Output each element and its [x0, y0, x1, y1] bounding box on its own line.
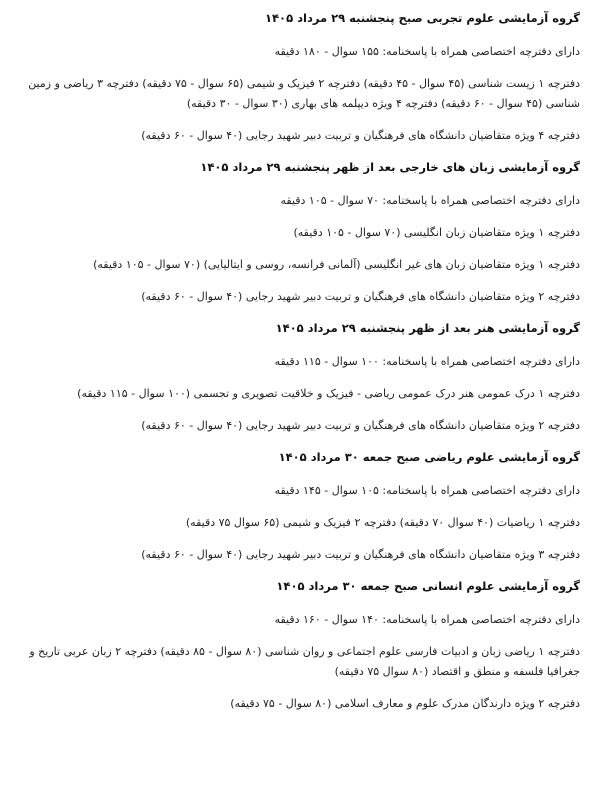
- booklet-summary: دارای دفترچه اختصاصی همراه با پاسخنامه: ۱۴۰ سوال - ۱۶۰ دقیقه: [274, 613, 580, 626]
- booklet-summary: دارای دفترچه اختصاصی همراه با پاسخنامه: ۱۰۰ سوال - ۱۱۵ دقیقه: [274, 355, 580, 368]
- section-humanities: [14, 577, 580, 714]
- booklet-details: دفترچه ۱ زیست شناسی (۴۵ سوال - ۴۵ دقیقه) دفترچه ۲ فیزیک و شیمی (۶۵ سوال - ۷۵ دقیقه) دفترچه ۳ ریاضی و زمین شناسی (۴۵ سوال - ۶۰ دقیقه) دفترچه ۴ ویژه دیپلمه های بهاری (۳۰ سوال - ۳۰ دقیقه): [28, 77, 580, 110]
- section-title: گروه آزمایشی زبان های خارجی بعد از ظهر پنجشنبه ۲۹ مرداد ۱۴۰۵: [200, 160, 580, 174]
- booklet-teacher-training: دفترچه ۲ ویژه متقاضیان دانشگاه های فرهنگیان و تربیت دبیر شهید رجایی (۴۰ سوال - ۶۰ دقیقه): [141, 419, 580, 432]
- booklet-teacher-training: دفترچه ۲ ویژه متقاضیان دانشگاه های فرهنگیان و تربیت دبیر شهید رجایی (۴۰ سوال - ۶۰ دقیقه): [141, 290, 580, 303]
- section-foreign-languages: [14, 158, 580, 307]
- booklet-teacher-training: دفترچه ۳ ویژه متقاضیان دانشگاه های فرهنگیان و تربیت دبیر شهید رجایی (۴۰ سوال - ۶۰ دقیقه): [141, 548, 580, 561]
- booklet-islamic-studies: دفترچه ۲ ویژه دارندگان مدرک علوم و معارف اسلامی (۸۰ سوال - ۷۵ دقیقه): [230, 697, 580, 710]
- section-title: گروه آزمایشی هنر بعد از ظهر پنجشنبه ۲۹ مرداد ۱۴۰۵: [275, 321, 580, 335]
- section-mathematics: [14, 448, 580, 565]
- section-art: [14, 319, 580, 436]
- section-experimental-sciences: [14, 9, 580, 146]
- booklet-summary: دارای دفترچه اختصاصی همراه با پاسخنامه: ۷۰ سوال - ۱۰۵ دقیقه: [280, 194, 580, 207]
- booklet-details: دفترچه ۱ ریاضیات (۴۰ سوال ۷۰ دقیقه) دفترچه ۲ فیزیک و شیمی (۶۵ سوال ۷۵ دقیقه): [185, 516, 580, 529]
- section-title: گروه آزمایشی علوم ریاضی صبح جمعه ۳۰ مرداد ۱۴۰۵: [278, 450, 580, 464]
- section-title: گروه آزمایشی علوم تجربی صبح پنجشنبه ۲۹ مرداد ۱۴۰۵: [265, 11, 580, 25]
- booklet-non-english: دفترچه ۱ ویژه متقاضیان زبان های غیر انگلیسی (آلمانی فرانسه، روسی و ایتالیایی) (۷۰ سوال - ۱۰۵ دقیقه): [93, 258, 580, 271]
- booklet-details: دفترچه ۱ ریاضی زبان و ادبیات فارسی علوم اجتماعی و روان شناسی (۸۰ سوال - ۸۵ دقیقه) دفترچه ۲ زبان عربی تاریخ و جغرافیا فلسفه و منطق و اقتصاد (۸۰ سوال ۷۵ دقیقه): [29, 645, 580, 678]
- booklet-details: دفترچه ۱ درک عمومی هنر درک عمومی ریاضی - فیزیک و خلاقیت تصویری و تجسمی (۱۰۰ سوال - ۱۱۵ دقیقه): [77, 387, 580, 400]
- booklet-english: دفترچه ۱ ویژه متقاضیان زبان انگلیسی (۷۰ سوال - ۱۰۵ دقیقه): [293, 226, 580, 239]
- booklet-summary: دارای دفترچه اختصاصی همراه با پاسخنامه: ۱۰۵ سوال - ۱۴۵ دقیقه: [274, 484, 580, 497]
- booklet-teacher-training: دفترچه ۴ ویژه متقاضیان دانشگاه های فرهنگیان و تربیت دبیر شهید رجایی (۴۰ سوال - ۶۰ دقیقه): [141, 129, 580, 142]
- section-title: گروه آزمایشی علوم انسانی صبح جمعه ۳۰ مرداد ۱۴۰۵: [276, 579, 580, 593]
- booklet-summary: دارای دفترچه اختصاصی همراه با پاسخنامه: ۱۵۵ سوال - ۱۸۰ دقیقه: [274, 45, 580, 58]
